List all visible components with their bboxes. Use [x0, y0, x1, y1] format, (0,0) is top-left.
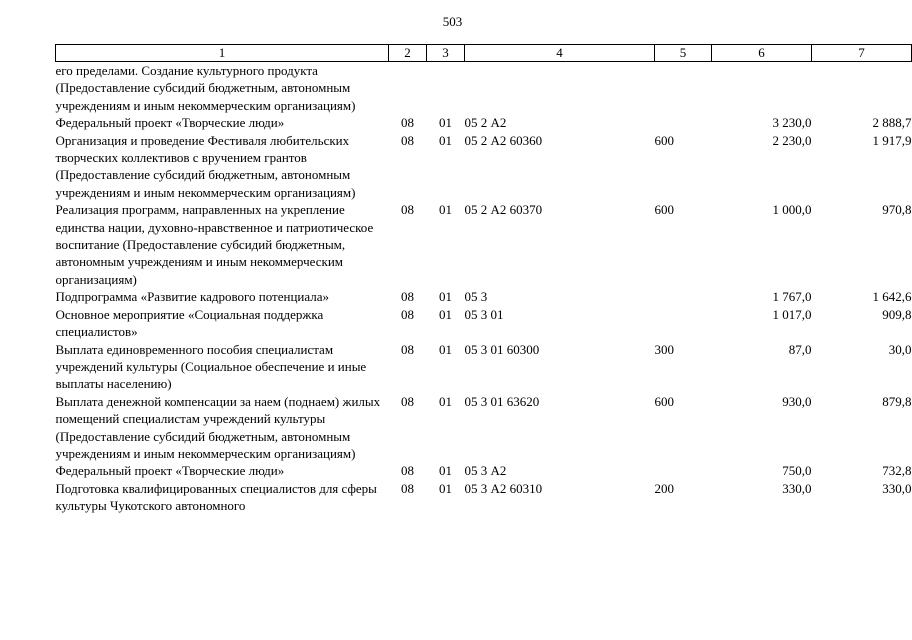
table-row	[56, 393, 912, 463]
page-number: 503	[442, 14, 463, 29]
header-row	[56, 45, 912, 62]
row-expense-type: 300	[654, 341, 674, 357]
column-header: 3	[427, 45, 465, 62]
row-amount-executed: 1 917,9	[872, 132, 912, 148]
row-target-code: 05 3 01	[464, 306, 504, 322]
row-subsection	[427, 62, 465, 115]
row-target-code: 05 3 01 60300	[464, 341, 540, 357]
table-row	[56, 288, 912, 305]
row-amount-executed: 909,8	[882, 306, 912, 322]
row-amount-executed: 2 888,7	[872, 115, 912, 131]
row-amount-planned	[712, 62, 812, 115]
row-expense-type	[655, 62, 712, 115]
row-name: Федеральный проект «Творческие люди»	[55, 463, 285, 479]
row-name: его пределами. Создание культурного продукта (Предоставление субсидий бюджетным, автономным учреждениям и иным некоммерческим организациям)	[55, 63, 356, 113]
row-amount-planned: 930,0	[782, 393, 812, 409]
row-subsection: 01	[439, 132, 452, 148]
row-subsection: 01	[439, 202, 452, 218]
row-amount-executed: 970,8	[882, 202, 912, 218]
row-name: Выплата единовременного пособия специалистам учреждений культуры (Социальное обеспечение и иные выплаты населению)	[55, 341, 367, 392]
row-target-code: 05 3 01 63620	[464, 393, 540, 409]
row-amount-planned: 750,0	[782, 463, 812, 479]
row-section: 08	[401, 463, 414, 479]
row-section: 08	[401, 115, 414, 131]
row-amount-executed: 30,0	[888, 341, 912, 357]
table-row	[56, 62, 912, 115]
row-amount-planned: 330,0	[782, 480, 812, 496]
row-section: 08	[401, 341, 414, 357]
row-expense-type	[655, 462, 712, 479]
row-subsection: 01	[439, 306, 452, 322]
row-name: Федеральный проект «Творческие люди»	[55, 115, 285, 131]
row-amount-planned: 2 230,0	[772, 132, 812, 148]
row-subsection: 01	[439, 341, 452, 357]
column-header: 2	[389, 45, 427, 62]
row-amount-planned: 1 017,0	[772, 306, 812, 322]
row-subsection: 01	[439, 115, 452, 131]
row-name: Выплата денежной компенсации за наем (поднаем) жилых помещений специалистам учреждений культуры (Предоставление субсидий бюджетным, автономным учреждениям и иным некоммерческим организациям)	[55, 393, 381, 461]
row-section	[389, 62, 427, 115]
row-amount-planned: 1 000,0	[772, 202, 812, 218]
table-row	[56, 341, 912, 393]
row-name: Реализация программ, направленных на укрепление единства нации, духовно-нравственное и патриотическое воспитание (Предоставление субсидий бюджетным, автономным учреждениям и иным некоммерческим организациям)	[55, 202, 374, 287]
row-section: 08	[401, 393, 414, 409]
row-amount-planned: 3 230,0	[772, 115, 812, 131]
row-subsection: 01	[439, 289, 452, 305]
row-expense-type: 600	[654, 132, 674, 148]
table-row	[56, 306, 912, 341]
row-name: Подпрограмма «Развитие кадрового потенциала»	[55, 289, 330, 305]
column-header: 6	[712, 45, 812, 62]
column-header: 7	[812, 45, 912, 62]
column-header: 1	[56, 45, 389, 62]
row-expense-type: 200	[654, 480, 674, 496]
row-name: Организация и проведение Фестиваля любительских творческих коллективов с вручением грантов (Предоставление субсидий бюджетным, автономным учреждениям и иным некоммерческим организациям)	[55, 132, 356, 200]
table-row	[56, 462, 912, 479]
row-section: 08	[401, 480, 414, 496]
row-target-code: 05 3	[464, 289, 488, 305]
row-amount-executed: 1 642,6	[872, 289, 912, 305]
row-expense-type	[655, 114, 712, 131]
column-header: 4	[465, 45, 655, 62]
row-target-code: 05 3 А2 60310	[464, 480, 543, 496]
table-row	[56, 132, 912, 202]
row-name: Основное мероприятие «Социальная поддержка специалистов»	[55, 306, 324, 340]
row-expense-type: 600	[654, 393, 674, 409]
row-amount-executed: 732,8	[882, 463, 912, 479]
table-row	[56, 114, 912, 131]
row-amount-executed	[812, 62, 912, 115]
row-section: 08	[401, 289, 414, 305]
table-row	[56, 201, 912, 288]
row-amount-planned: 1 767,0	[772, 289, 812, 305]
row-subsection: 01	[439, 480, 452, 496]
row-section: 08	[401, 306, 414, 322]
row-amount-executed: 879,8	[882, 393, 912, 409]
row-subsection: 01	[439, 393, 452, 409]
row-target-code: 05 2 А2 60360	[464, 132, 543, 148]
row-expense-type	[655, 306, 712, 341]
row-expense-type: 600	[654, 202, 674, 218]
row-name: Подготовка квалифицированных специалистов для сферы культуры Чукотского автономного	[55, 480, 377, 514]
table-row	[56, 480, 912, 515]
row-amount-executed: 330,0	[882, 480, 912, 496]
row-amount-planned: 87,0	[788, 341, 812, 357]
column-header: 5	[655, 45, 712, 62]
row-subsection: 01	[439, 463, 452, 479]
row-section: 08	[401, 202, 414, 218]
row-target-code: 05 3 А2	[464, 463, 507, 479]
budget-table	[55, 44, 912, 515]
row-expense-type	[655, 288, 712, 305]
row-target-code: 05 2 А2	[464, 115, 507, 131]
row-section: 08	[401, 132, 414, 148]
row-target-code	[465, 62, 655, 115]
row-target-code: 05 2 А2 60370	[464, 202, 543, 218]
